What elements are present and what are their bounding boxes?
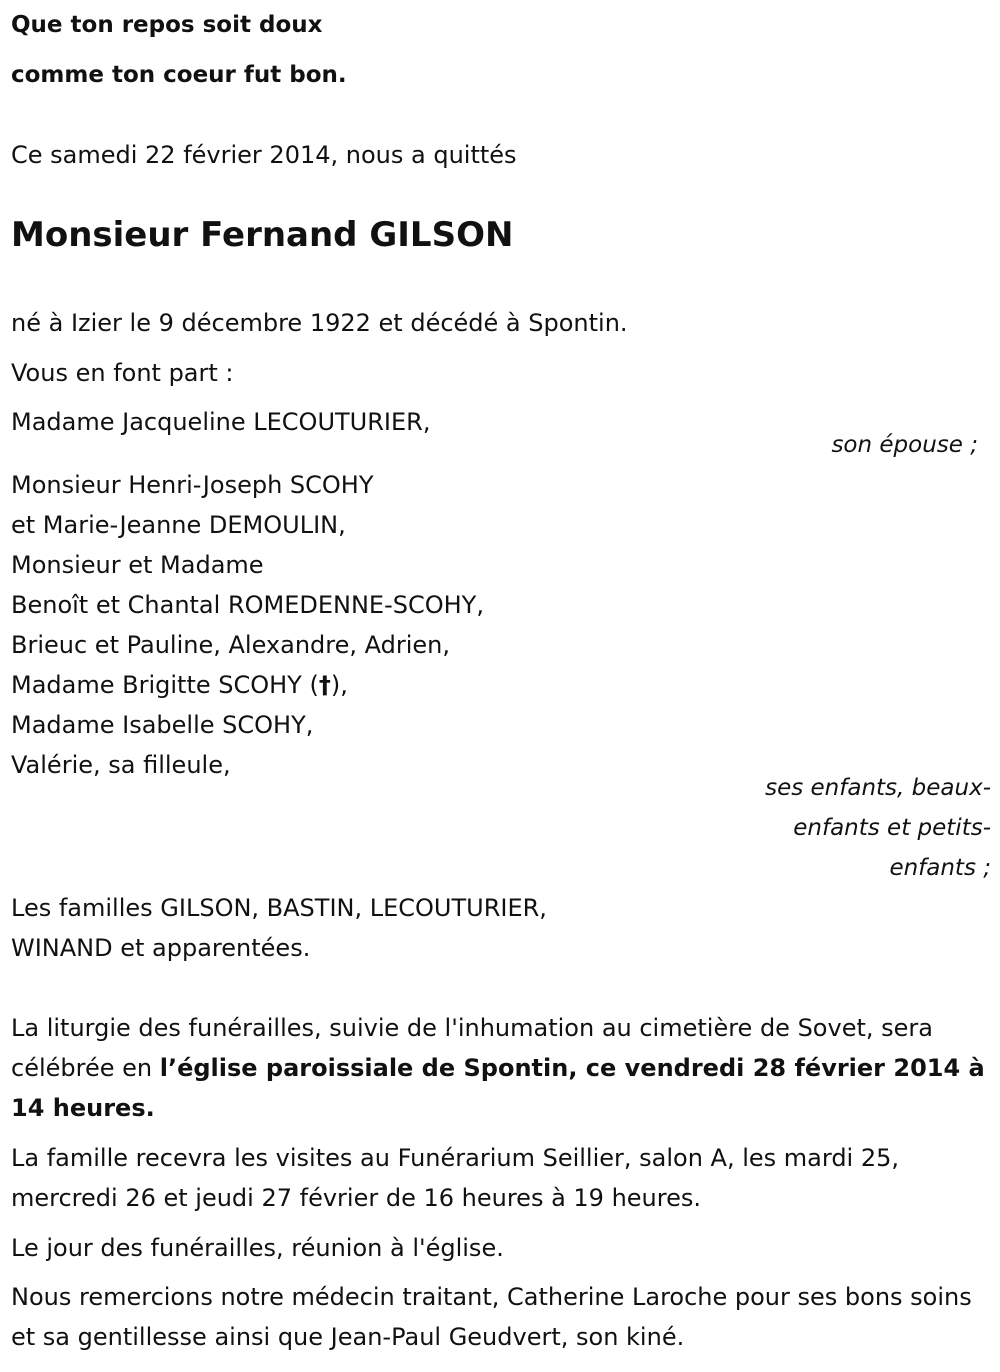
epigraph-line-1: Que ton repos soit doux: [11, 12, 323, 38]
list-item: Valérie, sa filleule,: [11, 751, 231, 779]
funeral-location-time: l’église paroissiale de Spontin, ce vendredi 28 février 2014 à 14 heures.: [11, 1054, 985, 1122]
birth-death-text: né à Izier le 9 décembre 1922 et décédé à Spontin.: [11, 309, 628, 337]
epigraph-line-2: comme ton coeur fut bon.: [11, 62, 347, 88]
visits-paragraph: La famille recevra les visites au Funérarium Seillier, salon A, les mardi 25, mercredi 26 et jeudi 27 février de 16 heures à 19 heures.: [11, 1144, 900, 1212]
list-item-suffix: ),: [330, 671, 348, 699]
families-line-1: Les familles GILSON, BASTIN, LECOUTURIER,: [11, 894, 547, 922]
meeting-paragraph: Le jour des funérailles, réunion à l'église.: [11, 1234, 504, 1262]
list-item: Madame Isabelle SCOHY,: [11, 711, 314, 739]
list-item-text: Madame Brigitte SCOHY (: [11, 671, 319, 699]
list-item: Monsieur et Madame: [11, 551, 264, 579]
dagger-icon: †: [318, 671, 331, 699]
list-item: Brieuc et Pauline, Alexandre, Adrien,: [11, 631, 451, 659]
children-role-line-1: ses enfants, beaux-: [765, 775, 991, 801]
children-role-line-3: enfants ;: [889, 855, 991, 881]
spouse-name: Madame Jacqueline LECOUTURIER,: [11, 408, 431, 436]
intro-text: Ce samedi 22 février 2014, nous a quittés: [11, 141, 517, 169]
thanks-paragraph: Nous remercions notre médecin traitant, Catherine Laroche pour ses bons soins et sa gentillesse ainsi que Jean-Paul Geudvert, son kiné.: [11, 1283, 972, 1351]
children-role-line-2: enfants et petits-: [793, 815, 991, 841]
list-item: [11, 665, 348, 705]
spouse-role: son épouse ;: [831, 432, 978, 458]
funeral-text: La liturgie des funérailles, suivie de l'inhumation au cimetière de Sovet, sera célébrée en: [11, 1014, 933, 1082]
funeral-paragraph: [11, 1008, 986, 1128]
list-item: Benoît et Chantal ROMEDENNE-SCOHY,: [11, 591, 484, 619]
announce-text: Vous en font part :: [11, 359, 234, 387]
deceased-name: Monsieur Fernand GILSON: [11, 215, 514, 255]
families-line-2: WINAND et apparentées.: [11, 934, 311, 962]
list-item: et Marie-Jeanne DEMOULIN,: [11, 511, 346, 539]
list-item: Monsieur Henri-Joseph SCOHY: [11, 471, 374, 499]
